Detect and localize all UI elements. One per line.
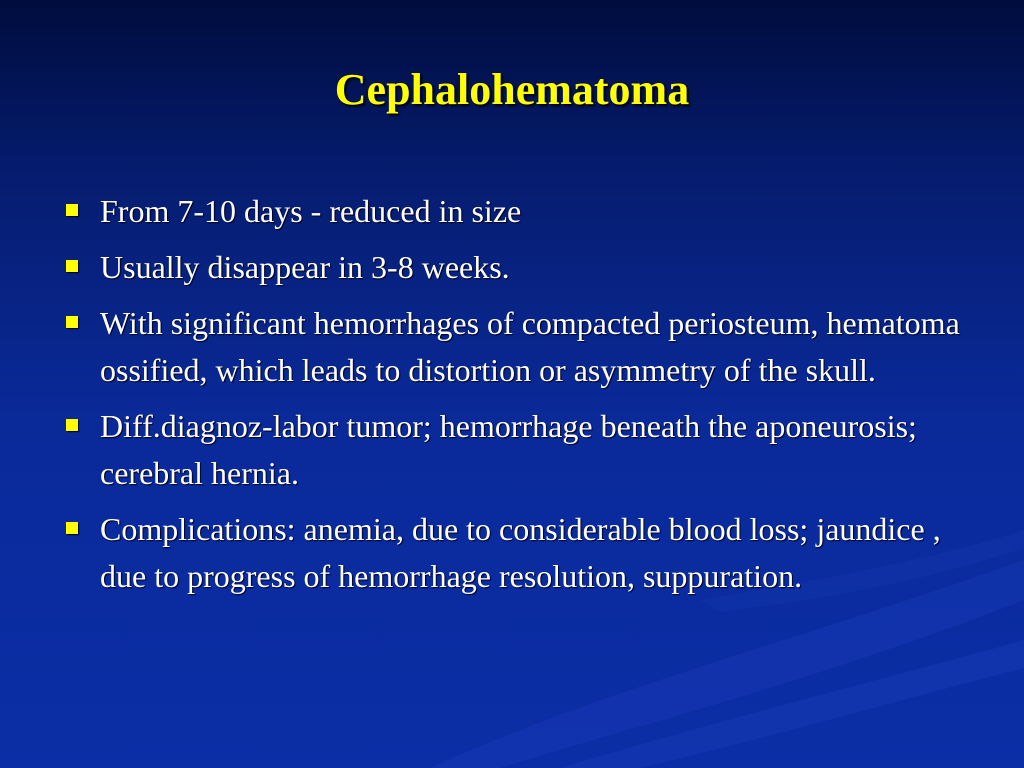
square-bullet-icon	[66, 419, 78, 431]
bullet-item	[62, 506, 962, 600]
bullet-text: From 7-10 days - reduced in size	[100, 193, 522, 229]
bullet-text: Usually disappear in 3-8 weeks.	[100, 249, 510, 285]
square-bullet-icon	[66, 260, 78, 272]
square-bullet-icon	[66, 522, 78, 534]
slide-title: Cephalohematoma	[334, 65, 690, 114]
bullet-item	[62, 244, 962, 291]
bullet-text: With significant hemorrhages of compacted periosteum, hematoma ossified, which leads to distortion or asymmetry of the skull.	[100, 305, 960, 388]
square-bullet-icon	[66, 204, 78, 216]
bullet-list	[62, 188, 962, 609]
bullet-text: Diff.diagnoz-labor tumor; hemorrhage beneath the aponeurosis; cerebral hernia.	[100, 408, 917, 491]
bullet-item	[62, 188, 962, 235]
bullet-item	[62, 403, 962, 497]
bullet-text: Complications: anemia, due to considerable blood loss; jaundice , due to progress of hemorrhage resolution, suppuration.	[100, 511, 941, 594]
square-bullet-icon	[66, 316, 78, 328]
bullet-item	[62, 300, 962, 394]
